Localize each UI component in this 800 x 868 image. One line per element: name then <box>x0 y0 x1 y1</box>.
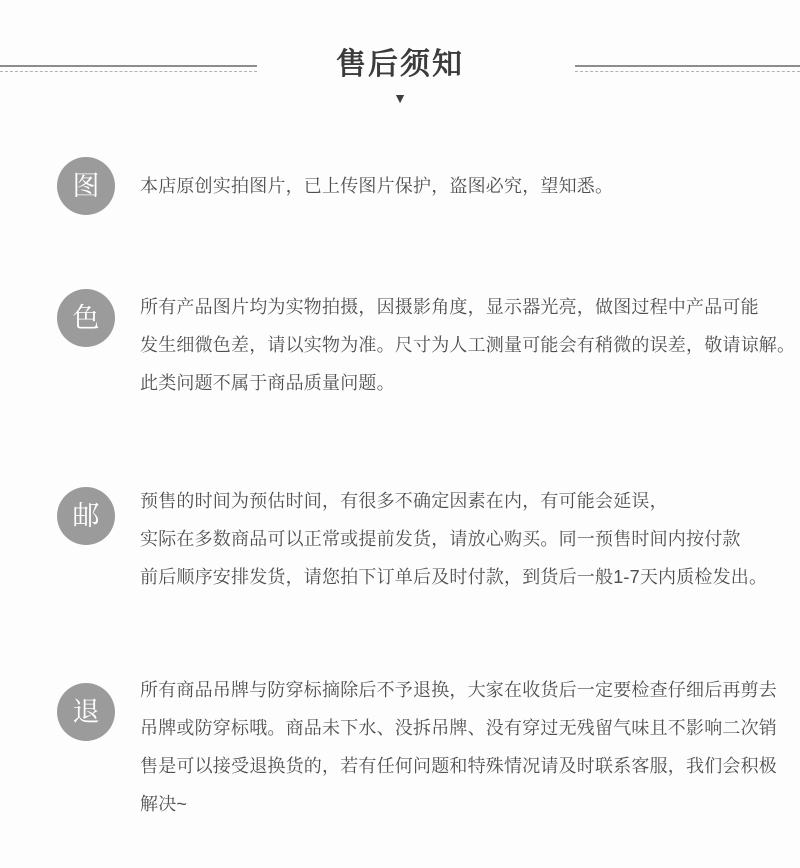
notice-line: 售是可以接受退换货的，若有任何问题和特殊情况请及时联系客服，我们会积极 <box>140 756 777 776</box>
color-badge-icon: 色 <box>57 289 115 347</box>
notice-line: 解决~ <box>140 794 188 814</box>
image-notice-text <box>140 167 613 205</box>
shipping-notice-text <box>140 482 767 596</box>
notice-line: 所有产品图片均为实物拍摄，因摄影角度，显示器光亮，做图过程中产品可能 <box>140 297 759 317</box>
notice-line: 发生细微色差，请以实物为准。尺寸为人工测量可能会有稍微的误差，敬请谅解。 <box>140 335 796 355</box>
notice-line: 吊牌或防穿标哦。商品未下水、没拆吊牌、没有穿过无残留气味且不影响二次销 <box>140 718 777 738</box>
shipping-badge-icon: 邮 <box>57 487 115 545</box>
color-notice-text <box>140 288 795 402</box>
return-notice-text <box>140 671 777 823</box>
notice-line: 实际在多数商品可以正常或提前发货，请放心购买。同一预售时间内按付款 <box>140 529 741 549</box>
notice-line: 前后顺序安排发货，请您拍下订单后及时付款，到货后一般1-7天内质检发出。 <box>140 567 768 587</box>
notice-line: 本店原创实拍图片，已上传图片保护，盗图必究，望知悉。 <box>140 176 614 196</box>
notice-line: 所有商品吊牌与防穿标摘除后不予退换，大家在收货后一定要检查仔细后再剪去 <box>140 680 777 700</box>
image-badge-icon: 图 <box>57 157 115 215</box>
arrow-down-icon: ▼ <box>393 90 407 106</box>
notice-line: 此类问题不属于商品质量问题。 <box>140 373 395 393</box>
page-title: 售后须知 <box>336 48 464 81</box>
return-badge-icon: 退 <box>57 683 115 741</box>
notice-line: 预售的时间为预估时间，有很多不确定因素在内，有可能会延误， <box>140 491 668 511</box>
